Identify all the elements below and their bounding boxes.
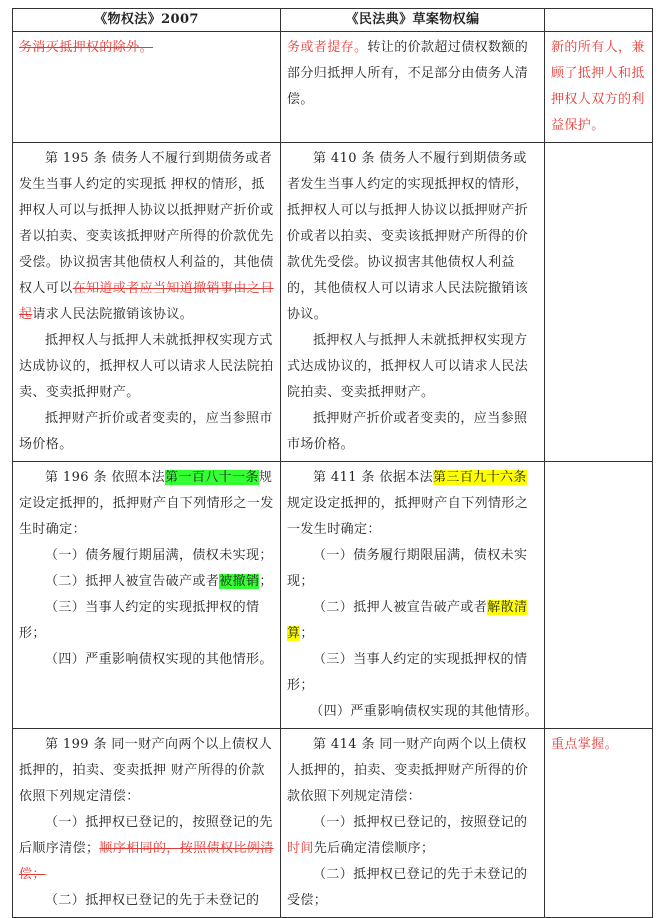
list-item: （二）抵押人被宣告破产或者 — [45, 574, 220, 589]
article-text: 第 411 条 依据本法 — [313, 470, 434, 485]
note-text: 新的所有人，兼顾了抵押人和抵押权人双方的利益保护。 — [551, 40, 645, 133]
list-item: （四）严重影响债权实现的其他情形。 — [310, 704, 538, 719]
cell-left — [13, 729, 281, 918]
list-item: （三）当事人约定的实现抵押权的情形； — [19, 600, 260, 641]
header-col1: 《物权法》2007 — [13, 9, 281, 32]
list-item: （一）债务履行期限届满，债权未实现； — [287, 548, 528, 589]
list-item: （三）当事人约定的实现抵押权的情形； — [287, 652, 528, 693]
article-text: 第 414 条 同一财产向两个以上债权人抵押的，拍卖、变卖抵押财产所得的价款依照下列规定清偿： — [287, 737, 529, 804]
header-col3 — [545, 9, 653, 32]
table-row — [13, 143, 653, 462]
article-text: 第 199 条 同一财产向两个以上债权人抵押的，拍卖、变卖抵押 财产所得的价款依照下列规定清偿： — [19, 737, 273, 804]
article-text: 第 410 条 债务人不履行到期债务或者发生当事人约定的实现抵押权的情形，抵押权人可以与抵押人协议以抵押财产折价或者以拍卖、变卖该抵押财产所得的价 款优先受偿。协议损害其他债权人利益的，其他债权人可以请求人民法院撤销该协议。 — [287, 151, 529, 322]
highlight-text: 被撤销 — [219, 574, 260, 589]
header-row — [13, 9, 653, 32]
article-text: 第 196 条 依照本法 — [45, 470, 166, 485]
highlight-text: 第一百八十一条 — [165, 470, 259, 485]
article-text: 请求人民法院撤销该协议。 — [32, 307, 194, 322]
list-item: 先后确定清偿顺序； — [313, 841, 435, 856]
article-text: 规定设定抵押的，抵押财产自下列情形之一发生时确定： — [19, 470, 274, 537]
list-item: （一）抵押权已登记的，按照登记的先后顺序清偿； — [19, 815, 273, 856]
punctuation: ； — [300, 626, 314, 641]
table-row — [13, 462, 653, 729]
new-text: 务或者提存。 — [287, 40, 368, 55]
table-row — [13, 729, 653, 918]
cell-left — [13, 32, 281, 143]
table-row — [13, 32, 653, 143]
paragraph: 抵押权人与抵押人未就抵押权实现方式达成协议的，抵押权人可以请求人民法院拍卖、变卖抵押财产。 — [287, 333, 529, 400]
highlight-text: 第三百九十六条 — [433, 470, 527, 485]
list-item: （二）抵押权已登记的先于未登记的 — [45, 893, 260, 908]
cell-mid — [281, 32, 545, 143]
cell-note — [545, 462, 653, 729]
list-item: （二）抵押权已登记的先于未登记的受偿； — [287, 867, 528, 908]
article-text: 第 195 条 债务人不履行到期债务或者发生当事人约定的实现抵 押权的情形，抵押权人可以与抵押人协议以抵押财产折价或者以拍卖、变卖该抵押财产所得的价款优先受偿。协议损害其他债权人利益的，其他债权人可以 — [19, 151, 274, 296]
list-item: （一）抵押权已登记的，按照登记的 — [313, 815, 528, 830]
deleted-text: 顺序相同的，按照债权比例清偿； — [19, 841, 274, 882]
list-item: （四）严重影响债权实现的其他情形。 — [45, 652, 273, 667]
body-text: 转让的价款超过债权数额的部分归抵押人所有，不足部分由债务人清偿。 — [287, 40, 529, 107]
cell-left — [13, 143, 281, 462]
article-text: 规定设定抵押的，抵押财产自下列情形之一发生时确定： — [287, 496, 529, 537]
new-text: 时间 — [287, 841, 314, 856]
comparison-table — [12, 8, 653, 918]
highlight-text: 解散清算 — [287, 600, 528, 641]
cell-note — [545, 729, 653, 918]
paragraph: 抵押财产折价或者变卖的，应当参照市场价格。 — [19, 411, 273, 452]
list-item: （一）债务履行期届满，债权未实现； — [45, 548, 273, 563]
deleted-text: 务消灭抵押权的除外。 — [19, 40, 154, 55]
cell-mid — [281, 729, 545, 918]
header-col2: 《民法典》草案物权编 — [281, 9, 545, 32]
paragraph: 抵押权人与抵押人未就抵押权实现方式达成协议的，抵押权人可以请求人民法院拍卖、变卖抵押财产。 — [19, 333, 274, 400]
note-text: 重点掌握。 — [551, 737, 619, 752]
cell-mid — [281, 462, 545, 729]
cell-note — [545, 143, 653, 462]
paragraph: 抵押财产折价或者变卖的，应当参照市场价格。 — [287, 411, 528, 452]
cell-mid — [281, 143, 545, 462]
cell-left — [13, 462, 281, 729]
list-item: （二）抵押人被宣告破产或者 — [313, 600, 488, 615]
cell-note — [545, 32, 653, 143]
deleted-text: 在知道或者应当知道撤销事由之日起 — [19, 281, 274, 322]
punctuation: ； — [259, 574, 273, 589]
